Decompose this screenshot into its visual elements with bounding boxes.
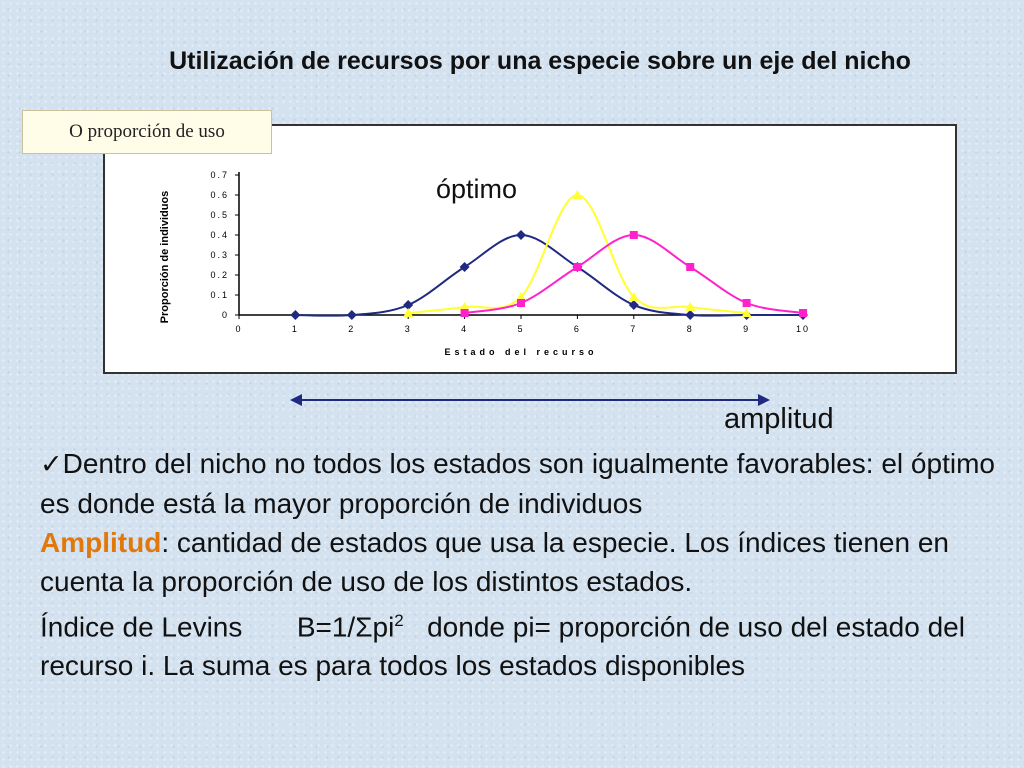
- x-tick-label: 6: [573, 324, 581, 334]
- x-tick-label: 2: [348, 324, 356, 334]
- body-text: [40, 444, 1010, 685]
- series-line-2: [408, 195, 746, 313]
- levins-text: donde pi= proporción de uso del estado del recurso i. La suma es para todos los estados disponibles: [40, 611, 973, 682]
- y-tick-label: 0: [221, 310, 229, 320]
- x-tick-label: 5: [517, 324, 525, 334]
- y-tick-label: 0.1: [210, 290, 229, 300]
- amplitud-label: amplitud: [724, 403, 834, 435]
- series-point-3: [630, 231, 638, 239]
- paragraph-favorables-text: Dentro del nicho no todos los estados son igualmente favorables: el óptimo es donde está la mayor proporción de individuos: [40, 448, 995, 519]
- slide-title: Utilización de recursos por una especie sobre un eje del nicho: [169, 47, 911, 75]
- x-axis-label: Estado del recurso: [444, 347, 598, 357]
- line-chart: [105, 126, 955, 372]
- chart-frame: [103, 124, 957, 374]
- series-point-3: [686, 263, 694, 271]
- amplitude-arrow: [290, 388, 770, 412]
- series-point-1: [347, 310, 357, 320]
- series-point-3: [743, 299, 751, 307]
- series-point-2: [572, 190, 582, 199]
- x-tick-label: 9: [743, 324, 751, 334]
- series-point-1: [629, 300, 639, 310]
- x-tick-label: 0: [235, 324, 243, 334]
- y-tick-label: 0.6: [210, 190, 229, 200]
- y-axis-label: Proporción de individuos: [159, 190, 171, 324]
- x-tick-label: 3: [404, 324, 412, 334]
- series-point-3: [517, 299, 525, 307]
- x-tick-label: 1: [291, 324, 299, 334]
- levins-formula: Índice de Levins B=1/Σpi: [40, 611, 395, 643]
- y-tick-label: 0.4: [210, 230, 229, 240]
- y-tick-label: 0.2: [210, 270, 229, 280]
- levins-exponent: 2: [394, 611, 404, 630]
- y-tick-label: 0.5: [210, 210, 229, 220]
- x-tick-label: 4: [461, 324, 469, 334]
- amplitud-term: Amplitud: [40, 527, 162, 558]
- series-point-1: [516, 230, 526, 240]
- y-tick-label: 0.7: [210, 170, 229, 180]
- series-point-1: [460, 262, 470, 272]
- series-point-3: [799, 309, 807, 317]
- x-tick-label: 10: [795, 324, 811, 334]
- paragraph-levins: [40, 601, 1010, 685]
- paragraph-amplitud: [40, 523, 1010, 601]
- series-point-1: [290, 310, 300, 320]
- series-point-3: [461, 309, 469, 317]
- legend-box: O proporción de uso: [22, 110, 272, 154]
- optimo-label: óptimo: [436, 174, 518, 204]
- x-tick-label: 7: [630, 324, 638, 334]
- x-tick-label: 8: [686, 324, 694, 334]
- y-tick-label: 0.3: [210, 250, 229, 260]
- series-point-1: [685, 310, 695, 320]
- check-icon: ✓: [40, 449, 63, 479]
- paragraph-favorables: [40, 444, 1010, 523]
- series-point-3: [573, 263, 581, 271]
- series-line-1: [295, 235, 803, 316]
- paragraph-amplitud-text: : cantidad de estados que usa la especie. Los índices tienen en cuenta la proporción de uso de los distintos estados.: [40, 527, 949, 597]
